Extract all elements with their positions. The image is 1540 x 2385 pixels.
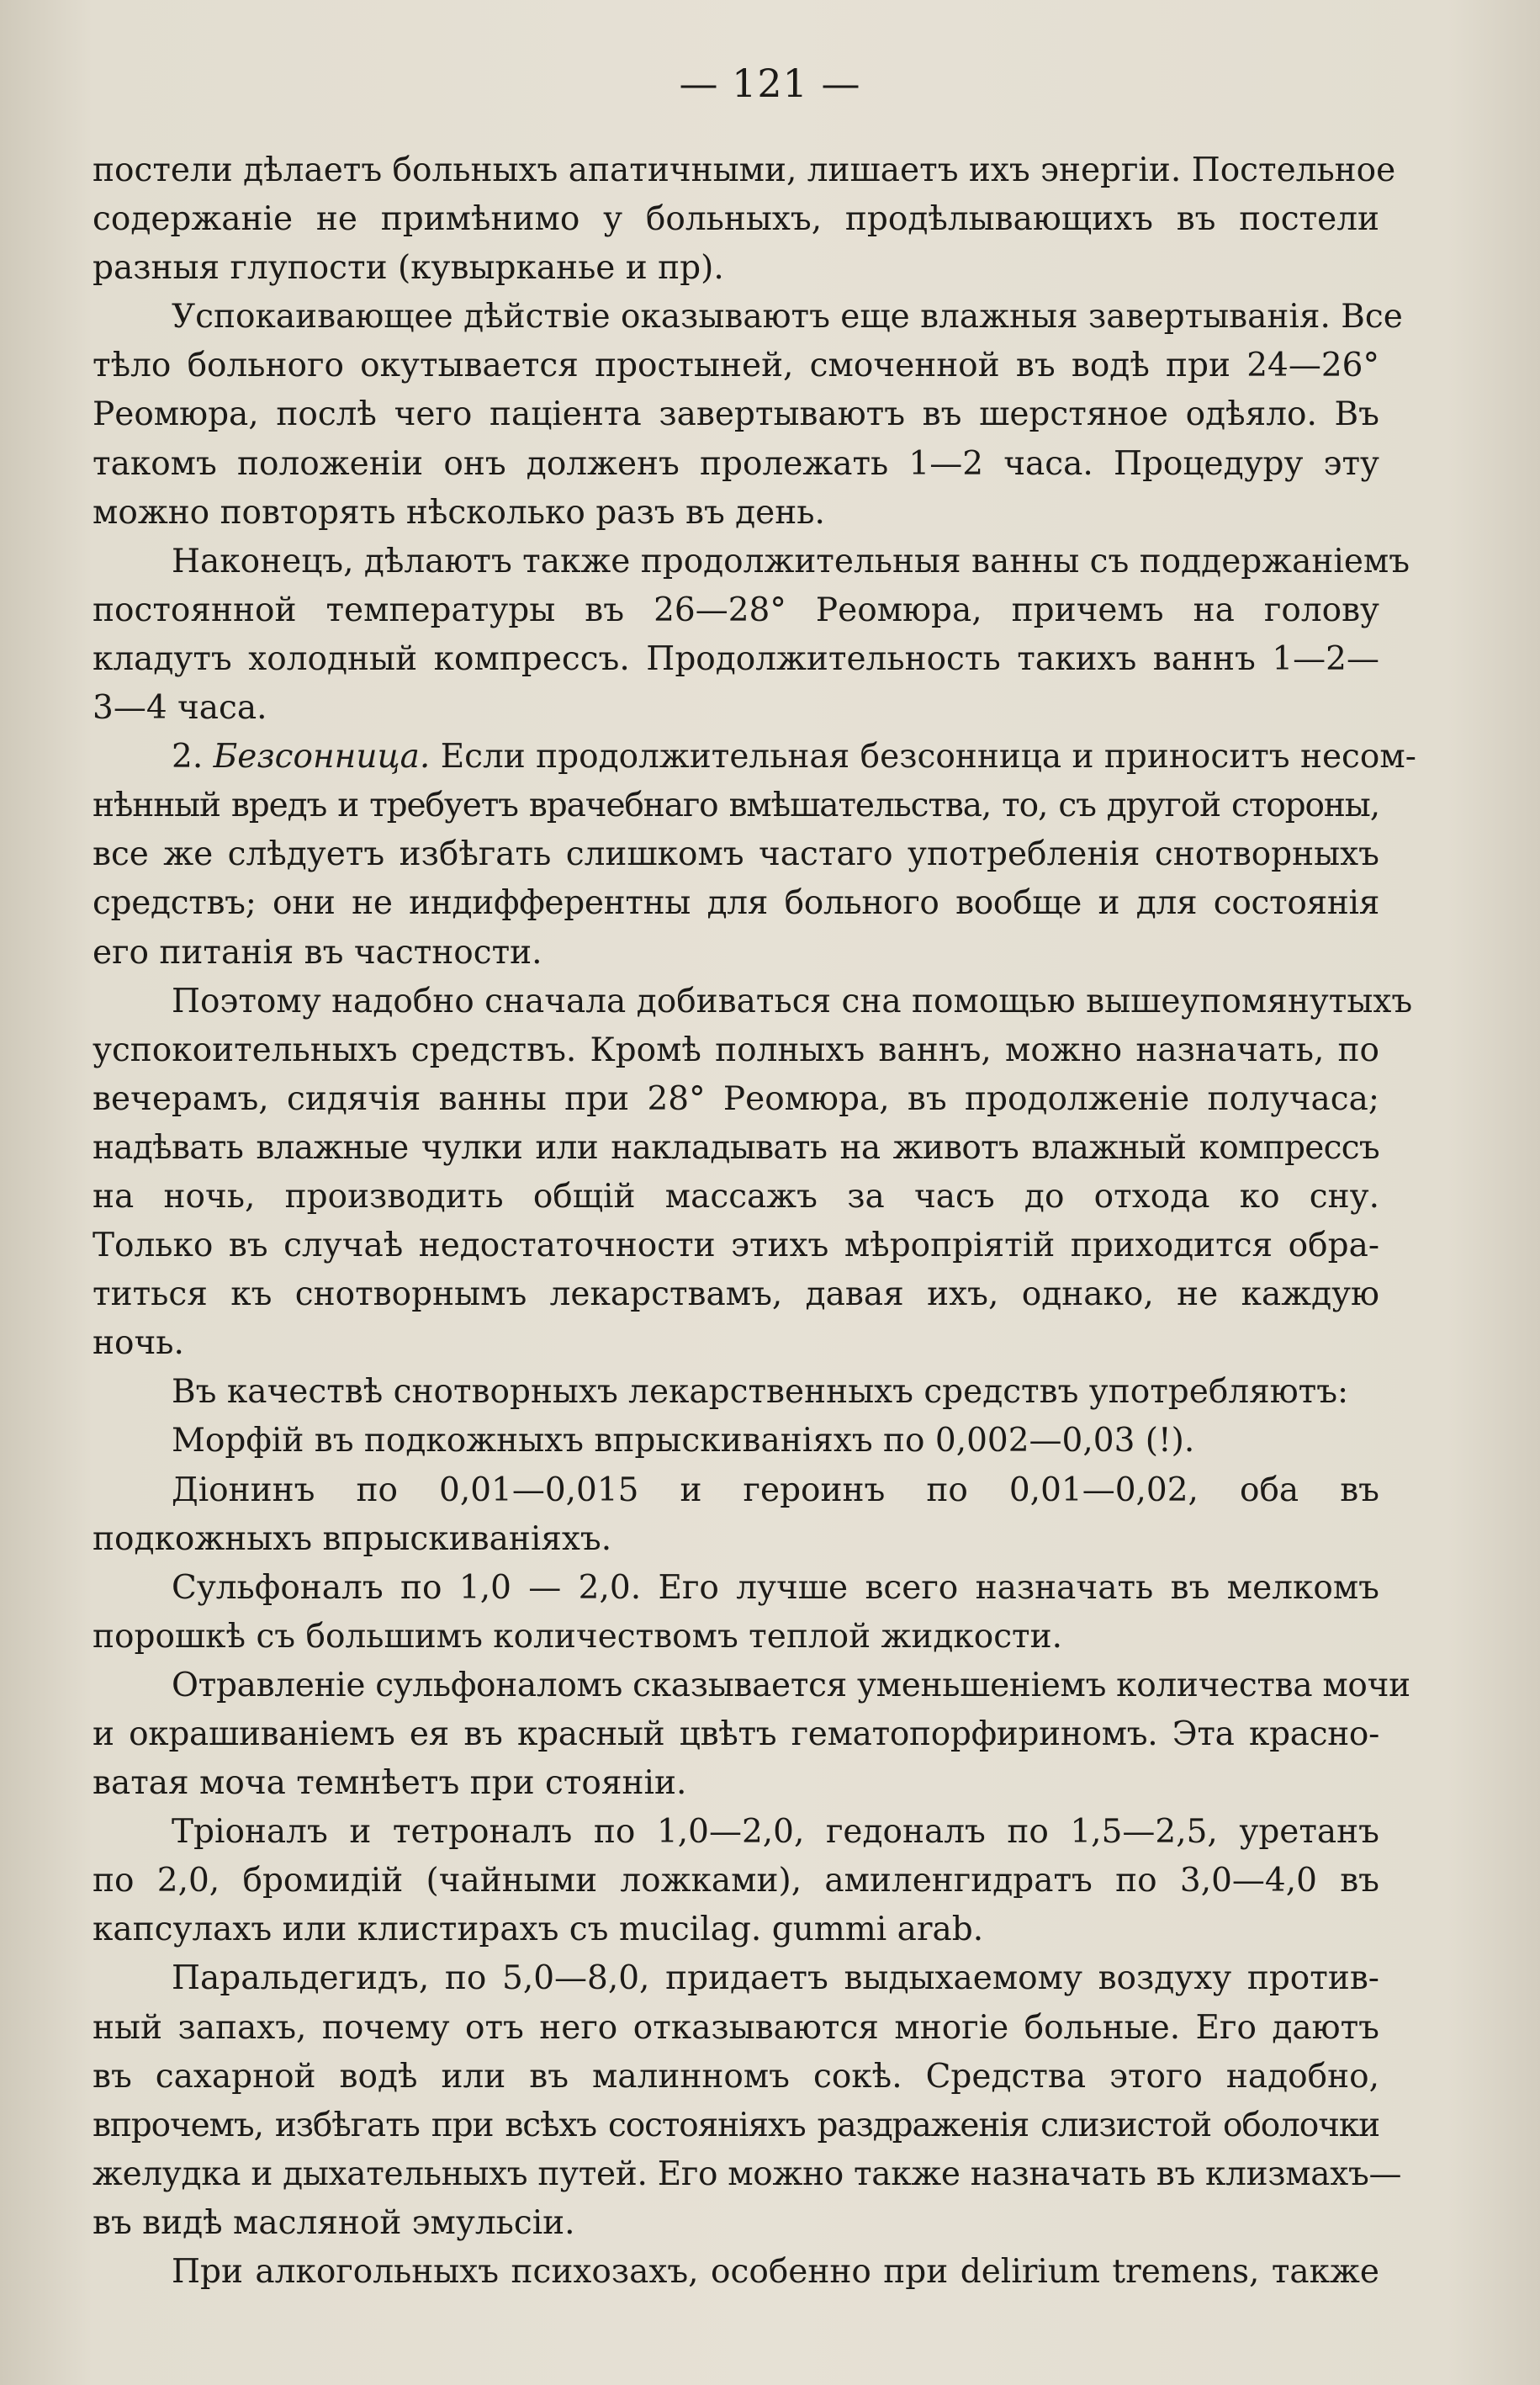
- text-line: въ сахарной водѣ или въ малинномъ сокѣ. Средства этого надобно,: [93, 2057, 1379, 2096]
- text-line: Реомюра, послѣ чего паціента завертываютъ въ шерстяное одѣяло. Въ: [93, 395, 1379, 434]
- text-line: Паральдегидъ, по 5,0—8,0, придаетъ выдыхаемому воздуху против-: [172, 1959, 1379, 1998]
- text-line: подкожныхъ впрыскиваніяхъ.: [93, 1519, 612, 1558]
- text-line: постели дѣлаетъ больныхъ апатичными, лишаетъ ихъ энергіи. Постельное: [93, 151, 1396, 189]
- text-line: титься къ снотворнымъ лекарствамъ, давая ихъ, однако, не каждую: [93, 1275, 1379, 1314]
- text-line: ночь.: [93, 1324, 184, 1363]
- text-line: капсулахъ или клистирахъ съ mucilag. gummi arab.: [93, 1911, 984, 1949]
- section-heading-line: 2. Безсонница. Если продолжительная безсонница и приноситъ несом-: [172, 738, 1416, 776]
- text-line: содержаніе не примѣнимо у больныхъ, продѣлывающихъ въ постели: [93, 200, 1379, 239]
- text-line: нѣнный вредъ и требуетъ врачебнаго вмѣшательства, то, съ другой стороны,: [93, 787, 1379, 825]
- text-line: 3—4 часа.: [93, 689, 267, 728]
- text-line: порошкѣ съ большимъ количествомъ теплой жидкости.: [93, 1617, 1063, 1656]
- text-line: Діонинъ по 0,01—0,015 и героинъ по 0,01—0,02, оба въ: [172, 1471, 1379, 1509]
- text-line: все же слѣдуетъ избѣгать слишкомъ частаго употребленія снотворныхъ: [93, 835, 1379, 874]
- text-line: желудка и дыхательныхъ путей. Его можно также назначать въ клизмахъ—: [93, 2154, 1402, 2193]
- text-line: можно повторять нѣсколько разъ въ день.: [93, 493, 825, 532]
- text-line: и окрашиваніемъ ея въ красный цвѣтъ гематопорфириномъ. Эта красно-: [93, 1715, 1379, 1753]
- text-line: такомъ положеніи онъ долженъ пролежать 1—2 часа. Процедуру эту: [93, 444, 1379, 483]
- text-line: надѣвать влажные чулки или накладывать на животъ влажный компрессъ: [93, 1128, 1379, 1167]
- text-line: Отравленіе сульфоналомъ сказывается уменьшеніемъ количества мочи: [172, 1666, 1410, 1704]
- page-text: [93, 146, 1416, 2297]
- text-line: кладутъ холодный компрессъ. Продолжительность такихъ ваннъ 1—2—: [93, 639, 1379, 678]
- text-line: ватая моча темнѣетъ при стояніи.: [93, 1764, 687, 1803]
- text-line: Сульфоналъ по 1,0 — 2,0. Его лучше всего назначать въ мелкомъ: [172, 1568, 1379, 1607]
- text-line: постоянной температуры въ 26—28° Реомюра, причемъ на голову: [93, 591, 1379, 629]
- text-line: впрочемъ, избѣгать при всѣхъ состояніяхъ раздраженія слизистой оболочки: [93, 2106, 1379, 2144]
- text-line: вечерамъ, сидячія ванны при 28° Реомюра, въ продолженіе получаса;: [93, 1079, 1379, 1118]
- text-line: тѣло больного окутывается простыней, смоченной въ водѣ при 24—26°: [93, 347, 1379, 385]
- text-line: по 2,0, бромидій (чайными ложками), амиленгидратъ по 3,0—4,0 въ: [93, 1862, 1379, 1900]
- text-line: разныя глупости (кувырканье и пр).: [93, 249, 724, 288]
- text-line: успокоительныхъ средствъ. Кромѣ полныхъ ваннъ, можно назначать, по: [93, 1031, 1379, 1069]
- text-line: Въ качествѣ снотворныхъ лекарственныхъ средствъ употребляютъ:: [172, 1373, 1349, 1412]
- text-line: въ видѣ масляной эмульсіи.: [93, 2203, 575, 2242]
- text-line: Поэтому надобно сначала добиваться сна помощью вышеупомянутыхъ: [172, 982, 1413, 1020]
- text-line: Тріоналъ и тетроналъ по 1,0—2,0, гедоналъ по 1,5—2,5, уретанъ: [172, 1813, 1379, 1852]
- text-line: Успокаивающее дѣйствіе оказываютъ еще влажныя завертыванія. Все: [172, 298, 1403, 337]
- text-line: Морфій въ подкожныхъ впрыскиваніяхъ по 0,002—0,03 (!).: [172, 1422, 1195, 1460]
- text-line: средствъ; они не индифферентны для больного вообще и для состоянія: [93, 884, 1379, 923]
- section-term: Безсонница.: [213, 738, 431, 776]
- text-line: ный запахъ, почему отъ него отказываются многіе больные. Его даютъ: [93, 2008, 1379, 2047]
- text-line: Только въ случаѣ недостаточности этихъ мѣропріятій приходится обра-: [93, 1227, 1379, 1265]
- page-number: — 121 —: [679, 61, 861, 106]
- text-line: Наконецъ, дѣлаютъ также продолжительныя ванны съ поддержаніемъ: [172, 542, 1410, 580]
- text-line: на ночь, производить общій массажъ за часъ до отхода ко сну.: [93, 1177, 1379, 1216]
- text-line: его питанія въ частности.: [93, 933, 542, 972]
- text-line: При алкогольныхъ психозахъ, особенно при delirium tremens, также: [172, 2253, 1379, 2292]
